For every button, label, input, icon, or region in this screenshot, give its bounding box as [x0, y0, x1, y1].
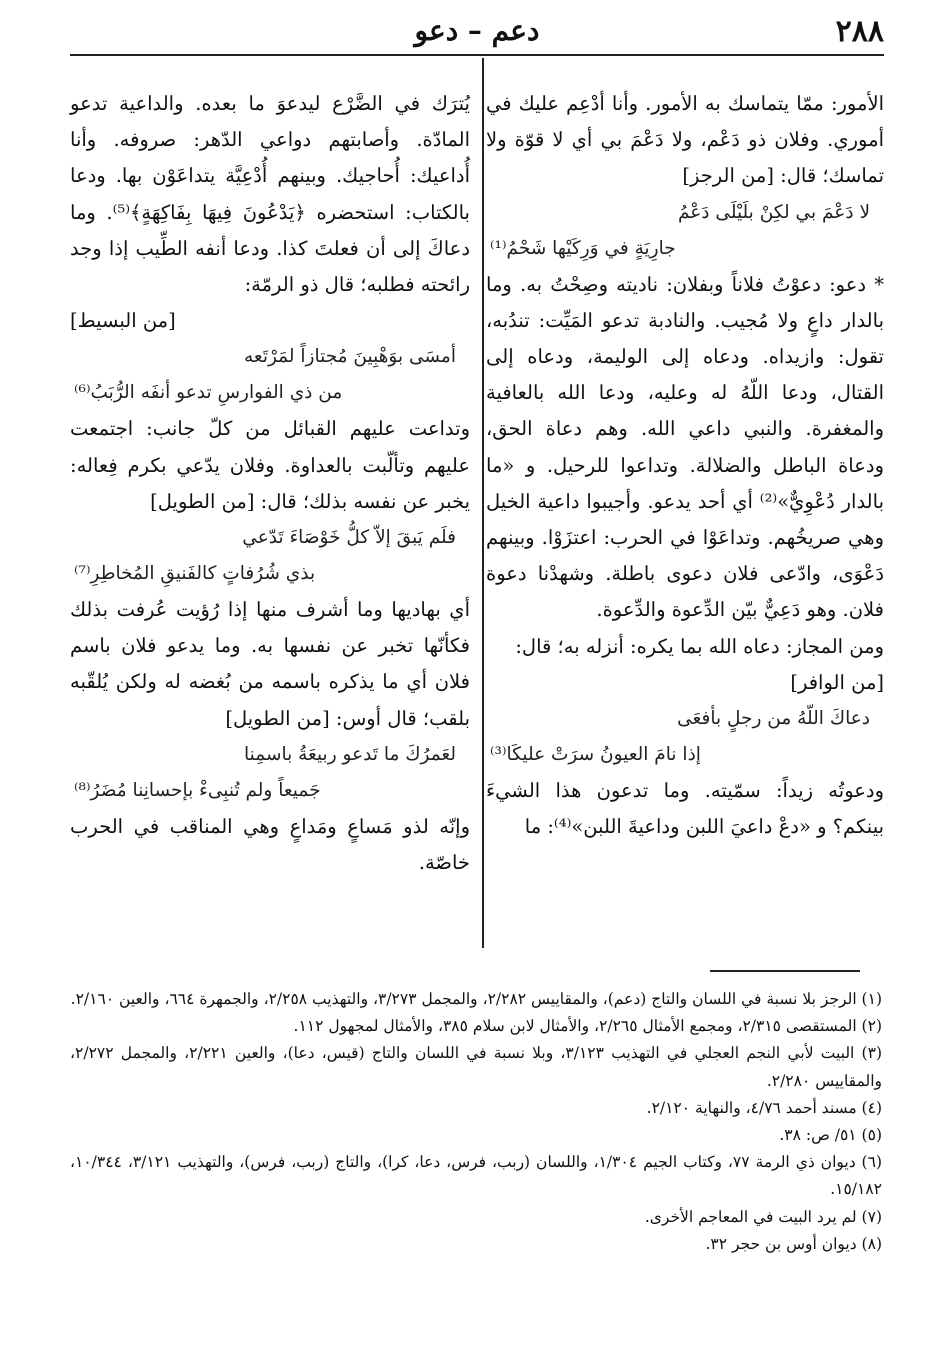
meter-label: [من الوافر]	[790, 670, 884, 694]
verse-line: أمسَى بوَهْبِينَ مُجتازاً لمَرْتَعه	[243, 346, 456, 368]
footnotes	[70, 986, 882, 1258]
paragraph: وتداعت عليهم القبائل من كلّ جانب: اجتمعت عليهم وتألّبت بالعداوة. وفلان يدّعي بكرم فِعاله: يخبر عن نفسه بذلك؛ قال: [من الطويل]	[70, 417, 470, 513]
verse-line: لعَمرُكَ ما تَدعو ربيعَةُ باسمِنا	[244, 743, 456, 765]
column-divider	[482, 58, 484, 948]
footnote: (٧) لم يرد البيت في المعاجم الأخرى.	[644, 1207, 882, 1226]
paragraph: أي بهاديها وما أشرف منها إذا رُؤيت عُرفت بذلك فكأنّها تخبر عن نفسها به. وما يدعو فلان باسم فلان أي ما يذكره باسمه من بُغضه له ولكن يُلقّبه بلقب؛ قال أوس: [من الطويل]	[70, 598, 470, 730]
paragraph: وإنّه لذو مَساعٍ ومَداعٍ وهي المناقب في الحرب خاصّة.	[70, 814, 470, 875]
footnote-rule	[710, 970, 860, 972]
verse-line: فلَم يَبقَ إلاّ كلُّ خَوْصَاءَ تَدّعي	[242, 527, 456, 549]
verse-line: جَميعاً ولم تُنبِىءْ بإحسانِنا مُضَرُ⁽⁸⁾	[74, 779, 321, 801]
verse-line: من ذي الفوارسِ تدعو أنفَه الرُّبَبُ⁽⁶⁾	[74, 382, 343, 404]
footnote: (١) الرجز بلا نسبة في اللسان والتاج (دعم)، والمقاييس ٢/٢٨٢، والمجمل ٣/٢٧٣، والتهذيب ٢/٢٥٨، والجمهرة ٦٦٤، والعين ٢/١٦٠.	[70, 990, 882, 1008]
verse-line: دعاكَ اللّهُ من رجلٍ بأفعَى	[677, 708, 870, 730]
footnote: (٨) ديوان أوس بن حجر ٣٢.	[705, 1234, 882, 1253]
entry-daw-text: * دعو: دعوْتُ فلاناً وبفلان: ناديته وصِحْتُ به. وما بالدار داعٍ ولا مُجيب. والنادبة تدعو المَيِّت: تندُبه، تقول: وازيداه. ودعاه إلى الوليمة، ودعاه إلى القتال، ودعا اللّهُ له وعليه، ودعا الله بالعافية والمغفرة. والنبي داعي الله. وهم دعاة الحق، ودعاة الباطل والضلالة. وتداعوا للرحيل. و «ما بالدار دُعْوِيٌّ»⁽²⁾ أي أحد يدعو. وأجيبوا داعية الخيل وهي صريخُهم. وتداعَوْا في الحرب: اعتزَوْا. وبينهم دَعْوَى، وادّعى فلان دعوى باطلة. وشهدْنا دعوة فلان. وهو دَعِيٌّ بيّن الدِّعوة والدِّعوة.	[486, 272, 884, 622]
majaz-paragraph: ومن المجاز: دعاه الله بما يكره: أنزله به؛ قال:	[515, 634, 884, 658]
verse-line: إذا نامَ العيونُ سرَتْ عليكَا⁽³⁾	[490, 744, 701, 766]
footnote: (٣) البيت لأبي النجم العجلي في التهذيب ٣/١٢٣، وبلا نسبة في اللسان والتاج (قيس، دعا)، والعين ٢/٢٢١، والمجمل ٢/٢٧٢، والمقاييس ٢/٢٨٠.	[70, 1044, 882, 1090]
entry-dam-text: الأمور: ممّا يتماسك به الأمور. وأنا أدْعِم عليك في أموري. وفلان ذو دَعْم، ولا دَعْمَ بي أي لا قوّة ولا تماسك؛ قال: [من الرجز]	[486, 92, 884, 188]
verse-line: بذي شُرُفاتٍ كالفَنيقِ المُخاطِرِ⁽⁷⁾	[74, 563, 316, 585]
footnote: (٤) مسند أحمد ٤/٧٦، والنهاية ٢/١٢٠.	[646, 1098, 882, 1117]
meter-label: [من البسيط]	[70, 309, 176, 333]
running-head: دعم – دعو	[414, 14, 540, 47]
page-number: ٢٨٨	[835, 14, 884, 49]
verse-line: جارِيَةٍ في وَرِكَيْها شَحْمُ⁽¹⁾	[490, 237, 676, 259]
right-column	[486, 86, 884, 845]
paragraph: ودعوتُه زيداً: سمّيته. وما تدعون هذا الشيءَ بينكم؟ و «دعْ داعيَ اللبن وداعيةَ اللبن»⁽⁴⁾: ما	[486, 779, 884, 839]
header-rule	[70, 54, 884, 56]
page-header	[70, 12, 884, 52]
left-column	[70, 86, 470, 881]
paragraph: يُترَك في الضَّرْع ليدعوَ ما بعده. والداعية تدعو المادّة. وأصابتهم دواعي الدّهر: صروفه. وأنا أُداعيك: أُحاجيك. وبينهم أُدْعِيَّة يتداعَوْن بها. ودعا بالكتاب: استحضره ﴿يَدْعُونَ فِيهَا بِفَاكِهَةٍ﴾⁽⁵⁾. وما دعاكَ إلى أن فعلتَ كذا. ودعا أنفه الطِّيب إذا وجد رائحته فطلبه؛ قال ذو الرمّة:	[70, 92, 470, 297]
footnote: (٥) ٥١/ ص: ٣٨.	[779, 1126, 882, 1145]
footnote: (٦) ديوان ذي الرمة ٧٧، وكتاب الجيم ١/٣٠٤، واللسان (ربب، فرس، دعا، كرا)، والتاج (ربب، فرس)، والتهذيب ٣/١٢١، ١٠/٣٤٤، ١٥/١٨٢.	[70, 1153, 882, 1199]
verse-line: لا دَعْمَ بي لكِنْ بلَيْلَى دَعْمُ	[677, 201, 870, 223]
footnote: (٢) المستقصى ٢/٣١٥، ومجمع الأمثال ٢/٢٦٥، والأمثال لابن سلام ٣٨٥، والأمثال لمجهول ١١٢.	[293, 1017, 882, 1036]
